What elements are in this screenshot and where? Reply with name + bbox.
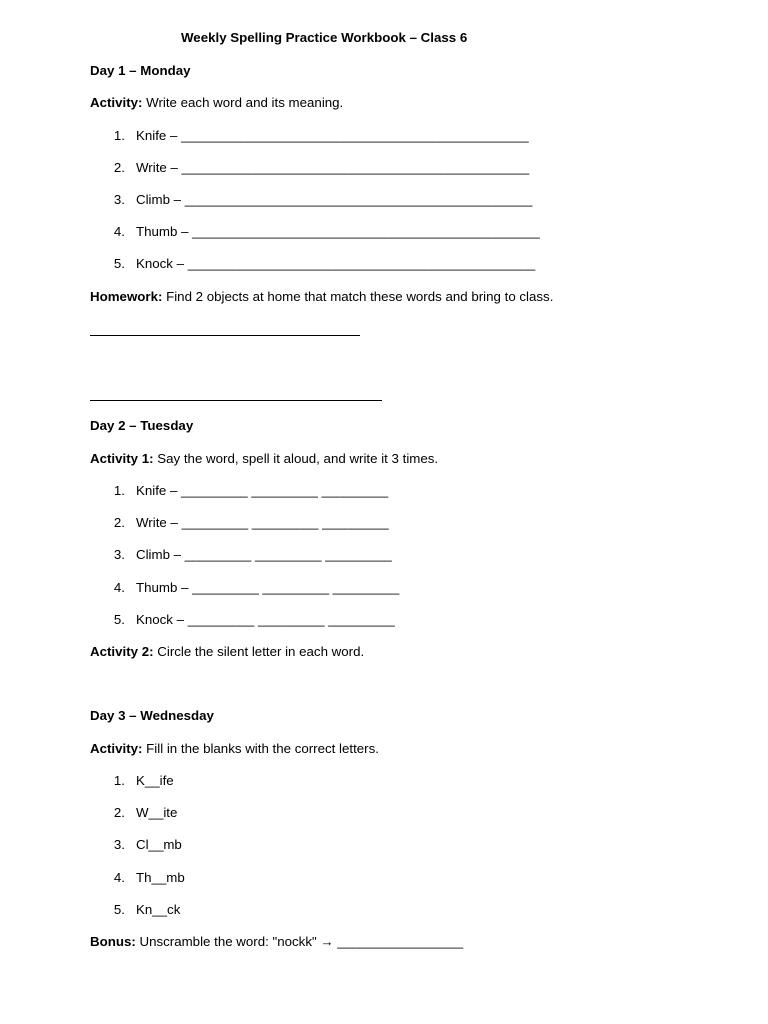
day3-bonus-text: Unscramble the word: "nockk" → _________________ <box>135 934 464 949</box>
list-item-text: Write – _________ _________ _________ <box>136 515 389 530</box>
list-item-text: K__ife <box>136 773 174 788</box>
list-item-number: 3. <box>113 547 125 562</box>
list-item-text: Knife – _________ _________ _________ <box>136 483 389 498</box>
day3-bonus <box>90 934 463 949</box>
list-item-text: W__ite <box>136 805 178 820</box>
list-item-number: 2. <box>113 515 125 530</box>
list-item-number: 4. <box>113 580 125 595</box>
day1-activity-text: Write each word and its meaning. <box>142 95 344 110</box>
list-item-number: 1. <box>113 483 125 498</box>
day3-heading: Day 3 – Wednesday <box>90 708 214 723</box>
page-title: Weekly Spelling Practice Workbook – Class 6 <box>181 30 468 45</box>
list-item-number: 2. <box>113 160 125 175</box>
list-item-text: Knock – _________ _________ _________ <box>136 612 395 627</box>
list-item-number: 2. <box>113 805 125 820</box>
list-item-text: Thumb – _________ _________ _________ <box>136 580 400 595</box>
day2-activity2-text: Circle the silent letter in each word. <box>153 644 365 659</box>
day1-homework-label: Homework: <box>90 289 163 304</box>
list-item-text: Thumb – _______________________________________________ <box>136 224 540 239</box>
day1-homework-text: Find 2 objects at home that match these words and bring to class. <box>162 289 554 304</box>
day2-activity1-label: Activity 1: <box>90 451 154 466</box>
list-item-text: Climb – _________ _________ _________ <box>136 547 392 562</box>
day1-activity-label: Activity: <box>90 95 143 110</box>
day3-activity <box>90 741 379 756</box>
day3-activity-label: Activity: <box>90 741 143 756</box>
list-item-number: 1. <box>113 128 125 143</box>
day2-activity2-label: Activity 2: <box>90 644 154 659</box>
answer-line <box>90 400 382 401</box>
list-item-number: 4. <box>113 870 125 885</box>
list-item-number: 3. <box>113 837 125 852</box>
day2-heading: Day 2 – Tuesday <box>90 418 194 433</box>
list-item-number: 4. <box>113 224 125 239</box>
list-item-number: 1. <box>113 773 125 788</box>
list-item-text: Cl__mb <box>136 837 182 852</box>
list-item-text: Write – _______________________________________________ <box>136 160 530 175</box>
list-item-text: Knock – _______________________________________________ <box>136 256 536 271</box>
answer-line <box>90 335 360 336</box>
day3-bonus-label: Bonus: <box>90 934 136 949</box>
day2-activity1 <box>90 451 438 466</box>
list-item-text: Knife – _______________________________________________ <box>136 128 529 143</box>
day2-activity2 <box>90 644 364 659</box>
day1-heading: Day 1 – Monday <box>90 63 191 78</box>
list-item-number: 5. <box>113 612 125 627</box>
list-item-text: Th__mb <box>136 870 185 885</box>
day1-homework <box>90 289 553 304</box>
list-item-number: 5. <box>113 902 125 917</box>
day2-activity1-text: Say the word, spell it aloud, and write it 3 times. <box>153 451 439 466</box>
list-item-text: Climb – _______________________________________________ <box>136 192 533 207</box>
list-item-number: 5. <box>113 256 125 271</box>
list-item-text: Kn__ck <box>136 902 181 917</box>
day3-activity-text: Fill in the blanks with the correct letters. <box>142 741 379 756</box>
list-item-number: 3. <box>113 192 125 207</box>
day1-activity <box>90 95 343 110</box>
